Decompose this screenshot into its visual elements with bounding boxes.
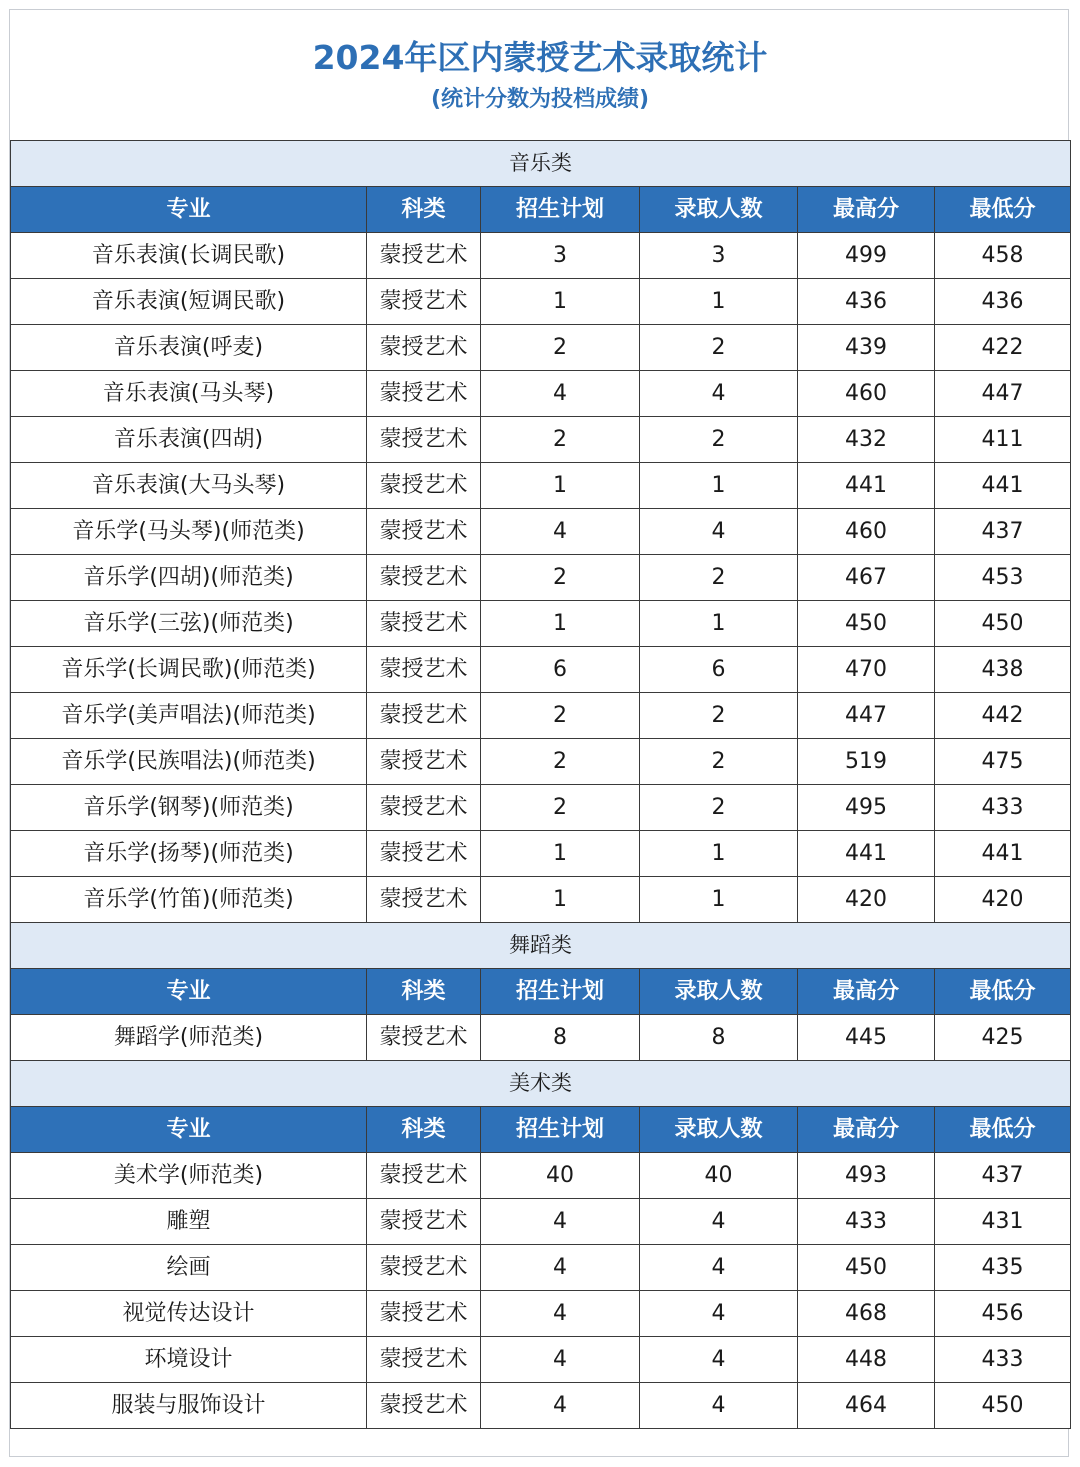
cell-admitted: 1 — [640, 877, 798, 923]
cell-category: 蒙授艺术 — [367, 1291, 481, 1337]
cell-max-score: 441 — [798, 463, 935, 509]
cell-min-score: 435 — [935, 1245, 1071, 1291]
cell-max-score: 519 — [798, 739, 935, 785]
cell-admitted: 4 — [640, 371, 798, 417]
cell-major: 音乐表演(短调民歌) — [11, 279, 367, 325]
cell-min-score: 422 — [935, 325, 1071, 371]
cell-min-score: 437 — [935, 1153, 1071, 1199]
cell-max-score: 441 — [798, 831, 935, 877]
cell-category: 蒙授艺术 — [367, 877, 481, 923]
cell-category: 蒙授艺术 — [367, 785, 481, 831]
cell-category: 蒙授艺术 — [367, 279, 481, 325]
cell-admitted: 2 — [640, 555, 798, 601]
table-row — [11, 325, 1071, 371]
cell-max-score: 460 — [798, 371, 935, 417]
cell-category: 蒙授艺术 — [367, 325, 481, 371]
cell-min-score: 458 — [935, 233, 1071, 279]
cell-admitted: 4 — [640, 509, 798, 555]
cell-major: 音乐表演(马头琴) — [11, 371, 367, 417]
cell-category: 蒙授艺术 — [367, 739, 481, 785]
table-row — [11, 1291, 1071, 1337]
column-header-category: 科类 — [367, 969, 481, 1015]
cell-admitted: 1 — [640, 279, 798, 325]
column-header-plan: 招生计划 — [481, 1107, 640, 1153]
table-row — [11, 831, 1071, 877]
cell-plan: 4 — [481, 371, 640, 417]
cell-min-score: 453 — [935, 555, 1071, 601]
cell-admitted: 6 — [640, 647, 798, 693]
cell-min-score: 475 — [935, 739, 1071, 785]
cell-min-score: 425 — [935, 1015, 1071, 1061]
table-row — [11, 509, 1071, 555]
cell-admitted: 1 — [640, 831, 798, 877]
cell-min-score: 456 — [935, 1291, 1071, 1337]
table-row — [11, 417, 1071, 463]
table-row — [11, 555, 1071, 601]
cell-category: 蒙授艺术 — [367, 1337, 481, 1383]
cell-major: 视觉传达设计 — [11, 1291, 367, 1337]
cell-plan: 4 — [481, 1245, 640, 1291]
table-row — [11, 739, 1071, 785]
cell-plan: 4 — [481, 1291, 640, 1337]
cell-plan: 8 — [481, 1015, 640, 1061]
table-row — [11, 1153, 1071, 1199]
cell-category: 蒙授艺术 — [367, 1153, 481, 1199]
column-header-admitted: 录取人数 — [640, 969, 798, 1015]
column-header-min-score: 最低分 — [935, 187, 1071, 233]
cell-major: 音乐表演(四胡) — [11, 417, 367, 463]
cell-max-score: 493 — [798, 1153, 935, 1199]
column-header-major: 专业 — [11, 969, 367, 1015]
cell-plan: 6 — [481, 647, 640, 693]
cell-category: 蒙授艺术 — [367, 1245, 481, 1291]
cell-max-score: 448 — [798, 1337, 935, 1383]
section-row — [11, 923, 1071, 969]
cell-major: 音乐学(扬琴)(师范类) — [11, 831, 367, 877]
column-header-row — [11, 969, 1071, 1015]
cell-admitted: 2 — [640, 693, 798, 739]
cell-major: 音乐学(民族唱法)(师范类) — [11, 739, 367, 785]
cell-max-score: 467 — [798, 555, 935, 601]
cell-admitted: 4 — [640, 1245, 798, 1291]
cell-min-score: 411 — [935, 417, 1071, 463]
column-header-admitted: 录取人数 — [640, 187, 798, 233]
column-header-max-score: 最高分 — [798, 187, 935, 233]
cell-major: 音乐表演(长调民歌) — [11, 233, 367, 279]
table-row — [11, 877, 1071, 923]
table-row — [11, 279, 1071, 325]
cell-admitted: 4 — [640, 1199, 798, 1245]
column-header-major: 专业 — [11, 187, 367, 233]
page-subtitle: (统计分数为投档成绩) — [430, 87, 650, 112]
cell-major: 雕塑 — [11, 1199, 367, 1245]
cell-plan: 4 — [481, 1337, 640, 1383]
column-header-category: 科类 — [367, 1107, 481, 1153]
cell-max-score: 470 — [798, 647, 935, 693]
table-row — [11, 1383, 1071, 1429]
cell-plan: 2 — [481, 739, 640, 785]
cell-min-score: 420 — [935, 877, 1071, 923]
cell-major: 音乐学(钢琴)(师范类) — [11, 785, 367, 831]
cell-plan: 4 — [481, 1199, 640, 1245]
cell-category: 蒙授艺术 — [367, 693, 481, 739]
cell-max-score: 499 — [798, 233, 935, 279]
cell-min-score: 450 — [935, 601, 1071, 647]
cell-max-score: 464 — [798, 1383, 935, 1429]
cell-plan: 2 — [481, 555, 640, 601]
cell-category: 蒙授艺术 — [367, 233, 481, 279]
section-title: 美术类 — [11, 1061, 1071, 1107]
cell-max-score: 450 — [798, 1245, 935, 1291]
cell-category: 蒙授艺术 — [367, 1015, 481, 1061]
cell-plan: 40 — [481, 1153, 640, 1199]
column-header-min-score: 最低分 — [935, 1107, 1071, 1153]
table-row — [11, 463, 1071, 509]
cell-major: 美术学(师范类) — [11, 1153, 367, 1199]
section-title: 舞蹈类 — [11, 923, 1071, 969]
column-header-plan: 招生计划 — [481, 187, 640, 233]
cell-plan: 1 — [481, 831, 640, 877]
cell-plan: 2 — [481, 785, 640, 831]
cell-category: 蒙授艺术 — [367, 463, 481, 509]
cell-major: 音乐学(马头琴)(师范类) — [11, 509, 367, 555]
cell-min-score: 436 — [935, 279, 1071, 325]
cell-major: 音乐学(美声唱法)(师范类) — [11, 693, 367, 739]
cell-admitted: 2 — [640, 785, 798, 831]
cell-max-score: 445 — [798, 1015, 935, 1061]
cell-major: 音乐表演(大马头琴) — [11, 463, 367, 509]
cell-major: 音乐学(竹笛)(师范类) — [11, 877, 367, 923]
cell-category: 蒙授艺术 — [367, 509, 481, 555]
cell-major: 服装与服饰设计 — [11, 1383, 367, 1429]
cell-min-score: 447 — [935, 371, 1071, 417]
cell-category: 蒙授艺术 — [367, 831, 481, 877]
cell-min-score: 437 — [935, 509, 1071, 555]
column-header-max-score: 最高分 — [798, 969, 935, 1015]
cell-plan: 2 — [481, 325, 640, 371]
cell-plan: 3 — [481, 233, 640, 279]
column-header-min-score: 最低分 — [935, 969, 1071, 1015]
cell-category: 蒙授艺术 — [367, 371, 481, 417]
table-row — [11, 371, 1071, 417]
cell-admitted: 2 — [640, 417, 798, 463]
column-header-max-score: 最高分 — [798, 1107, 935, 1153]
cell-min-score: 433 — [935, 785, 1071, 831]
cell-major: 音乐学(三弦)(师范类) — [11, 601, 367, 647]
table-row — [11, 1337, 1071, 1383]
cell-min-score: 441 — [935, 831, 1071, 877]
cell-max-score: 433 — [798, 1199, 935, 1245]
table-row — [11, 1245, 1071, 1291]
cell-major: 音乐表演(呼麦) — [11, 325, 367, 371]
section-title: 音乐类 — [11, 141, 1071, 187]
table-row — [11, 601, 1071, 647]
cell-max-score: 468 — [798, 1291, 935, 1337]
cell-min-score: 433 — [935, 1337, 1071, 1383]
cell-major: 绘画 — [11, 1245, 367, 1291]
cell-admitted: 2 — [640, 739, 798, 785]
table-row — [11, 785, 1071, 831]
table-row — [11, 1015, 1071, 1061]
cell-major: 音乐学(四胡)(师范类) — [11, 555, 367, 601]
cell-min-score: 441 — [935, 463, 1071, 509]
cell-admitted: 4 — [640, 1383, 798, 1429]
cell-max-score: 495 — [798, 785, 935, 831]
column-header-admitted: 录取人数 — [640, 1107, 798, 1153]
cell-category: 蒙授艺术 — [367, 601, 481, 647]
admission-stats-table — [10, 140, 1071, 1429]
cell-plan: 1 — [481, 877, 640, 923]
table-row — [11, 1199, 1071, 1245]
cell-admitted: 4 — [640, 1337, 798, 1383]
cell-min-score: 442 — [935, 693, 1071, 739]
cell-category: 蒙授艺术 — [367, 417, 481, 463]
column-header-major: 专业 — [11, 1107, 367, 1153]
cell-category: 蒙授艺术 — [367, 1199, 481, 1245]
cell-plan: 2 — [481, 693, 640, 739]
cell-max-score: 436 — [798, 279, 935, 325]
cell-plan: 4 — [481, 509, 640, 555]
cell-major: 舞蹈学(师范类) — [11, 1015, 367, 1061]
cell-max-score: 460 — [798, 509, 935, 555]
cell-admitted: 2 — [640, 325, 798, 371]
column-header-row — [11, 187, 1071, 233]
cell-admitted: 8 — [640, 1015, 798, 1061]
cell-plan: 1 — [481, 279, 640, 325]
section-row — [11, 141, 1071, 187]
column-header-plan: 招生计划 — [481, 969, 640, 1015]
column-header-row — [11, 1107, 1071, 1153]
page-title: 2024年区内蒙授艺术录取统计 — [312, 38, 768, 77]
table-row — [11, 647, 1071, 693]
cell-max-score: 439 — [798, 325, 935, 371]
cell-max-score: 450 — [798, 601, 935, 647]
section-row — [11, 1061, 1071, 1107]
cell-category: 蒙授艺术 — [367, 1383, 481, 1429]
cell-admitted: 1 — [640, 601, 798, 647]
cell-admitted: 40 — [640, 1153, 798, 1199]
cell-major: 音乐学(长调民歌)(师范类) — [11, 647, 367, 693]
cell-max-score: 447 — [798, 693, 935, 739]
cell-min-score: 438 — [935, 647, 1071, 693]
cell-min-score: 450 — [935, 1383, 1071, 1429]
cell-plan: 4 — [481, 1383, 640, 1429]
table-row — [11, 693, 1071, 739]
cell-plan: 2 — [481, 417, 640, 463]
cell-plan: 1 — [481, 463, 640, 509]
cell-admitted: 3 — [640, 233, 798, 279]
cell-max-score: 432 — [798, 417, 935, 463]
cell-max-score: 420 — [798, 877, 935, 923]
cell-major: 环境设计 — [11, 1337, 367, 1383]
column-header-category: 科类 — [367, 187, 481, 233]
cell-category: 蒙授艺术 — [367, 555, 481, 601]
cell-plan: 1 — [481, 601, 640, 647]
cell-admitted: 4 — [640, 1291, 798, 1337]
cell-admitted: 1 — [640, 463, 798, 509]
table-row — [11, 233, 1071, 279]
cell-min-score: 431 — [935, 1199, 1071, 1245]
cell-category: 蒙授艺术 — [367, 647, 481, 693]
